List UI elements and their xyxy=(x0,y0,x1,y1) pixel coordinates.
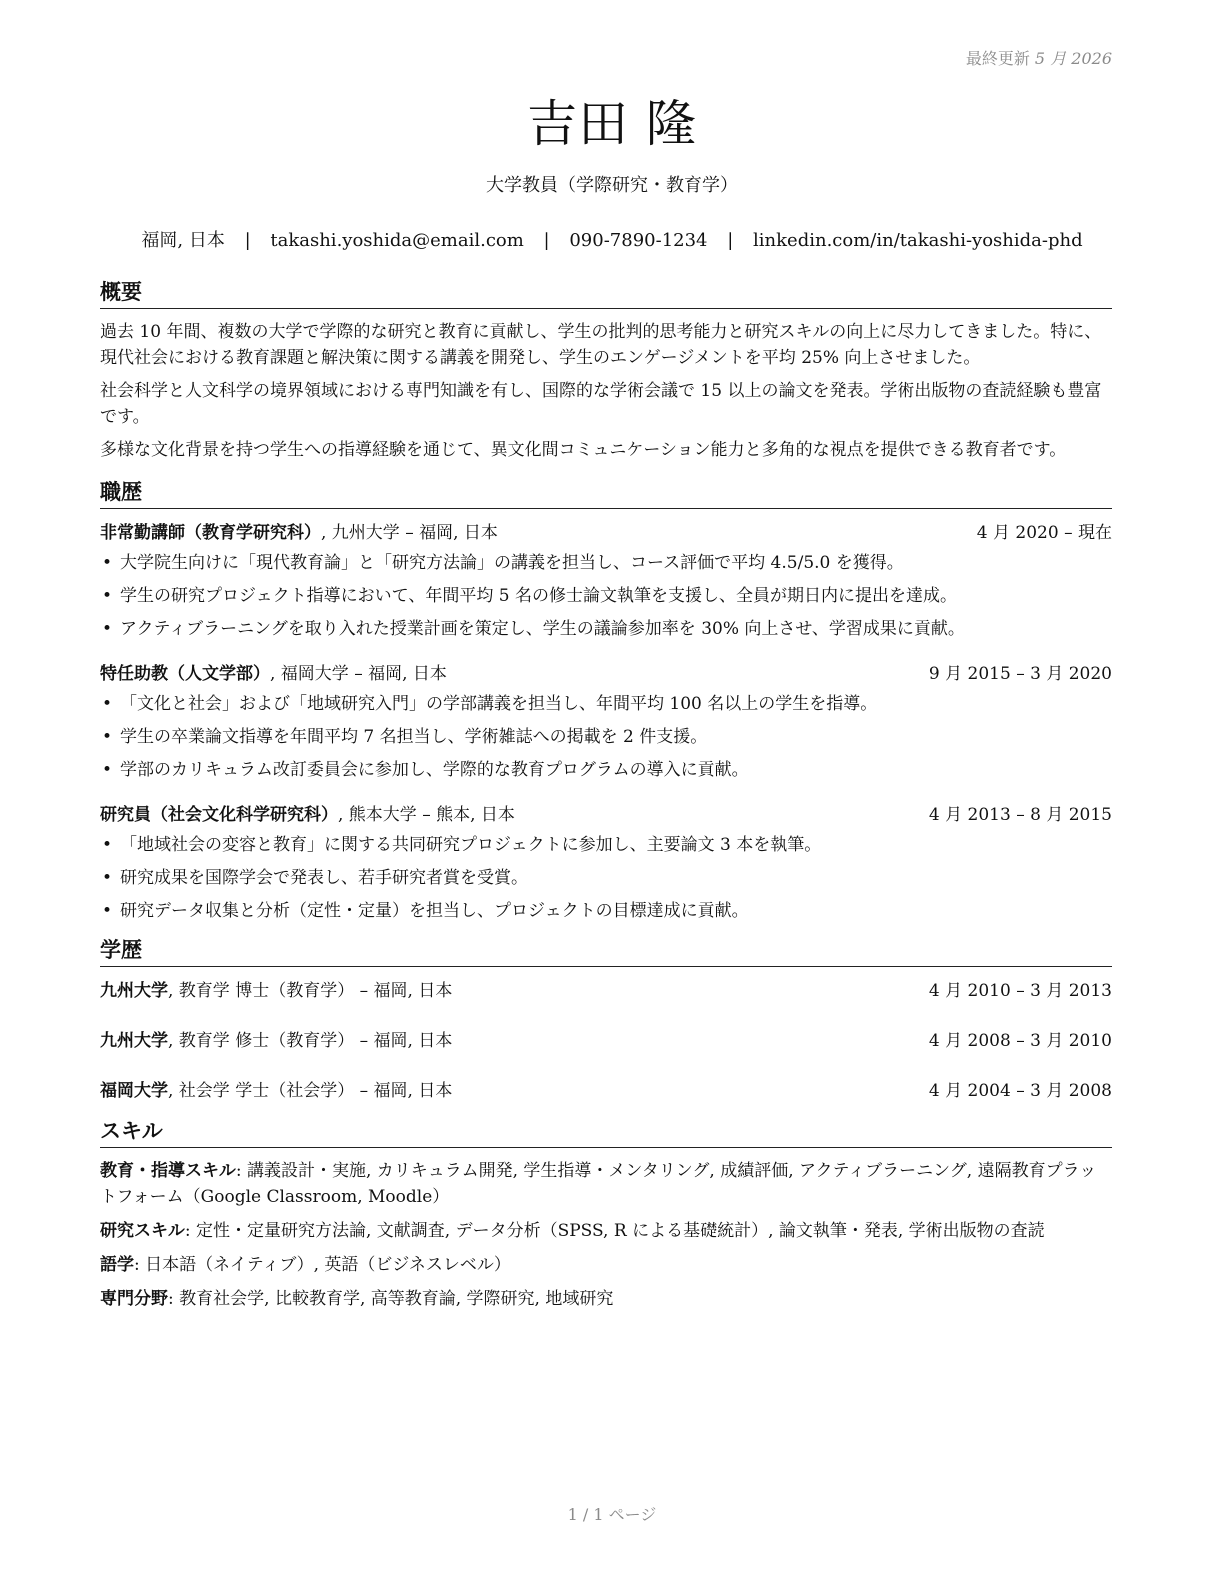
list-item: • 学生の卒業論文指導を年間平均 7 名担当し、学術雑誌への掲載を 2 件支援。 xyxy=(100,721,1112,754)
job-role: 研究員（社会文化科学研究科） xyxy=(100,805,338,825)
last-updated-label: 最終更新 xyxy=(965,49,1030,68)
job-title: 大学教員（学際研究・教育学） xyxy=(486,175,738,196)
resume-content xyxy=(100,276,1112,1320)
job-bullets xyxy=(100,688,1112,787)
contact-phone[interactable]: 090-7890-1234 xyxy=(569,230,708,251)
education-dates: 4 月 2008 – 3 月 2010 xyxy=(928,1031,1112,1051)
education-detail: , 社会学 学士（社会学） – 福岡, 日本 xyxy=(168,1081,453,1101)
job-header xyxy=(100,801,1112,829)
education-detail: , 教育学 修士（教育学） – 福岡, 日本 xyxy=(168,1031,453,1051)
section-heading-skills: スキル xyxy=(100,1115,1112,1148)
section-heading-education: 学歴 xyxy=(100,934,1112,967)
person-name: 吉田 隆 xyxy=(527,95,697,153)
education-school: 九州大学 xyxy=(100,1031,168,1051)
skill-label: 研究スキル xyxy=(100,1221,185,1241)
contact-email[interactable]: takashi.yoshida@email.com xyxy=(270,230,524,251)
skill-label: 教育・指導スキル xyxy=(100,1161,236,1181)
job-dates: 4 月 2020 – 現在 xyxy=(976,523,1112,543)
contact-separator: | xyxy=(244,230,251,251)
job-entry xyxy=(100,660,1112,787)
skill-text: : 定性・定量研究方法論, 文献調査, データ分析（SPSS, R による基礎統計）, 論文執筆・発表, 学術出版物の査読 xyxy=(184,1221,1045,1241)
skill-text: : 講義設計・実施, カリキュラム開発, 学生指導・メンタリング, 成績評価, アクティブラーニング, 遠隔教育プラットフォーム（Google Classroom, Moodle） xyxy=(100,1161,1097,1207)
list-item: • 研究成果を国際学会で発表し、若手研究者賞を受賞。 xyxy=(100,862,1112,895)
education-entry xyxy=(100,1027,1112,1055)
education-entry xyxy=(100,977,1112,1005)
job-entry xyxy=(100,801,1112,928)
job-role: 非常勤講師（教育学研究科） xyxy=(100,523,321,543)
list-item: • 研究データ収集と分析（定性・定量）を担当し、プロジェクトの目標達成に貢献。 xyxy=(100,895,1112,928)
skill-line xyxy=(100,1158,1112,1210)
list-item: • 学部のカリキュラム改訂委員会に参加し、学際的な教育プログラムの導入に貢献。 xyxy=(100,754,1112,787)
education-entry xyxy=(100,1077,1112,1105)
job-dates: 9 月 2015 – 3 月 2020 xyxy=(928,664,1112,684)
section-heading-experience: 職歴 xyxy=(100,476,1112,509)
education-school: 福岡大学 xyxy=(100,1081,168,1101)
skill-label: 語学 xyxy=(100,1255,134,1275)
contact-location: 福岡, 日本 xyxy=(141,230,225,251)
job-header xyxy=(100,519,1112,547)
summary-paragraph: 多様な文化背景を持つ学生への指導経験を通じて、異文化間コミュニケーション能力と多角的な視点を提供できる教育者です。 xyxy=(100,440,1067,460)
education-dates: 4 月 2004 – 3 月 2008 xyxy=(928,1081,1112,1101)
contact-line xyxy=(0,226,1224,252)
summary-paragraph: 過去 10 年間、複数の大学で学際的な研究と教育に貢献し、学生の批判的思考能力と研究スキルの向上に尽力してきました。特に、現代社会における教育課題と解決策に関する講義を開発し、学生のエンゲージメントを平均 25% 向上させました。 xyxy=(100,322,1102,368)
job-org: , 九州大学 – 福岡, 日本 xyxy=(321,523,498,543)
job-role: 特任助教（人文学部） xyxy=(100,664,270,684)
last-updated-date: 5 月 2026 xyxy=(1034,49,1112,68)
skill-line xyxy=(100,1218,1112,1244)
education-dates: 4 月 2010 – 3 月 2013 xyxy=(928,981,1112,1001)
summary-paragraph: 社会科学と人文科学の境界領域における専門知識を有し、国際的な学術会議で 15 以上の論文を発表。学術出版物の査読経験も豊富です。 xyxy=(100,381,1102,427)
section-heading-summary: 概要 xyxy=(100,276,1112,309)
list-item: • 大学院生向けに「現代教育論」と「研究方法論」の講義を担当し、コース評価で平均 4.5/5.0 を獲得。 xyxy=(100,547,1112,580)
last-updated xyxy=(966,46,1112,69)
list-item: • アクティブラーニングを取り入れた授業計画を策定し、学生の議論参加率を 30% 向上させ、学習成果に貢献。 xyxy=(100,613,1112,646)
page-indicator: 1 / 1 ページ xyxy=(567,1505,657,1524)
job-entry xyxy=(100,519,1112,646)
skill-line xyxy=(100,1252,1112,1278)
education-school: 九州大学 xyxy=(100,981,168,1001)
skill-text: : 教育社会学, 比較教育学, 高等教育論, 学際研究, 地域研究 xyxy=(168,1289,614,1309)
skill-label: 専門分野 xyxy=(100,1289,168,1309)
job-dates: 4 月 2013 – 8 月 2015 xyxy=(928,805,1112,825)
education-detail: , 教育学 博士（教育学） – 福岡, 日本 xyxy=(168,981,453,1001)
job-org: , 福岡大学 – 福岡, 日本 xyxy=(270,664,447,684)
skill-line xyxy=(100,1286,1112,1312)
list-item: • 学生の研究プロジェクト指導において、年間平均 5 名の修士論文執筆を支援し、全員が期日内に提出を達成。 xyxy=(100,580,1112,613)
job-bullets xyxy=(100,547,1112,646)
contact-separator: | xyxy=(727,230,734,251)
list-item: • 「地域社会の変容と教育」に関する共同研究プロジェクトに参加し、主要論文 3 本を執筆。 xyxy=(100,829,1112,862)
job-header xyxy=(100,660,1112,688)
job-org: , 熊本大学 – 熊本, 日本 xyxy=(338,805,515,825)
contact-separator: | xyxy=(543,230,550,251)
job-bullets xyxy=(100,829,1112,928)
list-item: • 「文化と社会」および「地域研究入門」の学部講義を担当し、年間平均 100 名以上の学生を指導。 xyxy=(100,688,1112,721)
skill-text: : 日本語（ネイティブ）, 英語（ビジネスレベル） xyxy=(134,1255,511,1275)
contact-linkedin[interactable]: linkedin.com/in/takashi-yoshida-phd xyxy=(753,230,1083,251)
